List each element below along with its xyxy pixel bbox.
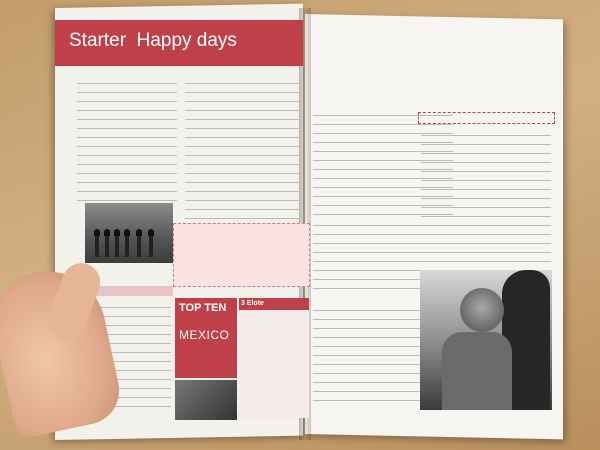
correct-words-note <box>173 223 310 287</box>
exercise-10 <box>421 218 551 272</box>
exercise-9 <box>421 128 551 218</box>
word-list-box <box>418 112 555 124</box>
girl-and-horse-photo <box>420 270 552 410</box>
face-shape <box>460 288 504 332</box>
unit-title <box>69 30 237 52</box>
elote-header <box>239 298 309 310</box>
exercise-2 <box>185 76 300 220</box>
unit-banner <box>55 20 303 66</box>
elote-article <box>239 298 309 418</box>
mexico-photo <box>175 380 237 420</box>
top-ten-card <box>175 298 237 378</box>
top-ten-heading: TOP TEN <box>179 302 227 314</box>
top-ten-country: MEXICO <box>179 328 230 342</box>
shirt-shape <box>442 332 512 410</box>
exercise-1 <box>77 76 177 202</box>
unit-heading: Happy days <box>136 30 237 51</box>
unit-label: Starter <box>69 30 127 51</box>
elote-title: Elote <box>246 300 264 307</box>
royal-guards-photo <box>85 203 173 263</box>
elote-number: 3 <box>240 300 245 307</box>
